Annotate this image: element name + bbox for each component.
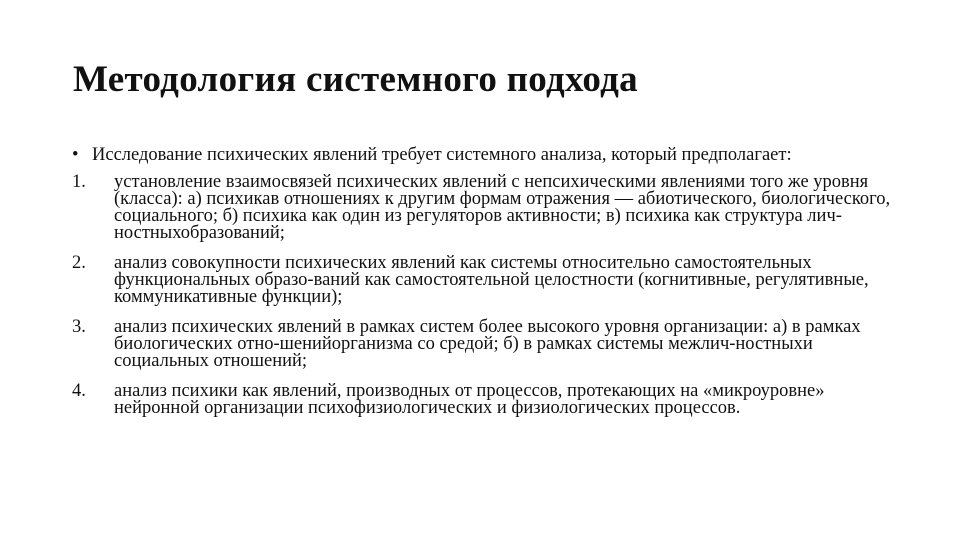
list-item-number: 2. <box>72 253 86 273</box>
slide-body <box>72 147 902 430</box>
list-item-text: анализ совокупности психических явлений как системы относительно самостоятельных функциональных образо-ваний как самостоятельной целостности (когнитивные, регулятивные, коммуникативные функции); <box>114 253 869 307</box>
list-item-number: 1. <box>72 172 86 192</box>
list-item-text: установление взаимосвязей психических явлений с непсихическими явлениями того же уровня (класса): а) психикав отношениях к другим формам отражения — абиотического, биологического, социального; б) психика как один из регуляторов активности; в) психика как структура лич-ностныхобразований; <box>114 172 891 243</box>
list-item-number: 4. <box>72 381 86 401</box>
bullet-icon: • <box>72 145 79 165</box>
list-item-text: анализ психики как явлений, производных от процессов, протекающих на «микроуровне» нейронной организации психофизиологических и физиологических процессов. <box>114 381 825 418</box>
list-item <box>72 383 902 417</box>
intro-text: Исследование психических явлений требует системного анализа, который предполагает: <box>92 145 792 165</box>
slide-title: Методология системного подхода <box>73 59 638 100</box>
list-item-number: 3. <box>72 317 86 337</box>
list-item <box>72 174 902 242</box>
numbered-list <box>72 174 902 417</box>
list-item-text: анализ психических явлений в рамках систем более высокого уровня организации: а) в рамках биологических отно-шенийорганизма со средой; б) в рамках системы межлич-ностныхи социальных отношений; <box>114 317 861 371</box>
list-item <box>72 319 902 370</box>
list-item <box>72 255 902 306</box>
intro-bullet <box>72 147 902 164</box>
